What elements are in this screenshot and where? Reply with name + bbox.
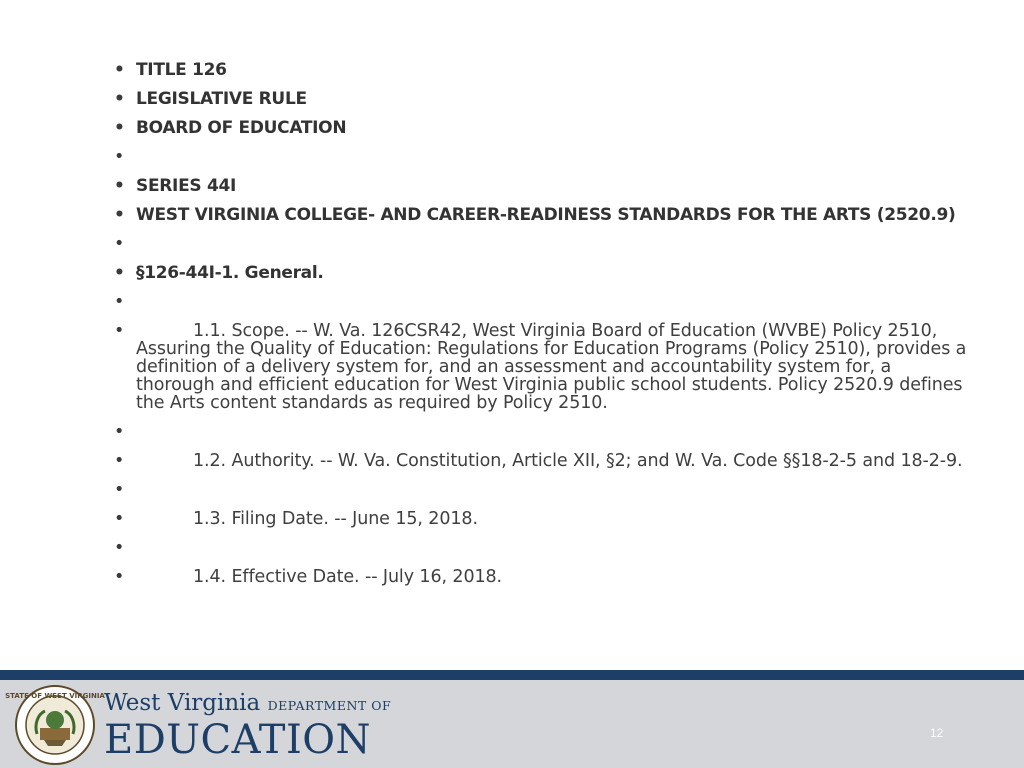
bullet-empty [114,423,974,441]
bullet-empty [114,148,974,166]
slide-content [114,61,974,597]
state-seal-icon [5,684,105,766]
logo-line-1 [104,690,391,719]
bullet-empty [114,539,974,557]
bullet-legislative-rule: • LEGISLATIVE RULE [114,90,974,108]
bullet-authority: • 1.2. Authority. -- W. Va. Constitution, Article XII, §2; and W. Va. Code §§18-2-5 and 18-2-9. [114,452,974,470]
logo-state-name: West Virginia [104,689,261,716]
logo-department-of: DEPARTMENT OF [267,697,392,713]
logo-wordmark [104,690,391,761]
bullet-empty [114,481,974,499]
bullet-title: • TITLE 126 [114,61,974,79]
footer-accent-band [0,670,1024,680]
wvde-logo [5,684,392,766]
seal-lettering: STATE OF WEST VIRGINIA [5,692,105,700]
slide-number: 12 [930,726,944,740]
bullet-series: • SERIES 44I [114,177,974,195]
bullet-list [114,61,974,586]
bullet-filing-date: • 1.3. Filing Date. -- June 15, 2018. [114,510,974,528]
bullet-section-general: • §126-44I-1. General. [114,264,974,282]
bullet-standards-title: • WEST VIRGINIA COLLEGE- AND CAREER-READINESS STANDARDS FOR THE ARTS (2520.9) [114,206,974,224]
logo-education: EDUCATION [104,716,372,763]
bullet-board: • BOARD OF EDUCATION [114,119,974,137]
bullet-empty [114,235,974,253]
bullet-empty [114,293,974,311]
bullet-scope: • 1.1. Scope. -- W. Va. 126CSR42, West Virginia Board of Education (WVBE) Policy 2510, Assuring the Quality of Education: Regulations for Education Programs (Policy 2510), provides a definition of a delivery system for, and an assessment and accountability system for, a thorough and efficient education for West Virginia public school students. Policy 2520.9 defines the Arts content standards as required by Policy 2510. [114,322,974,412]
bullet-effective-date: • 1.4. Effective Date. -- July 16, 2018. [114,568,974,586]
